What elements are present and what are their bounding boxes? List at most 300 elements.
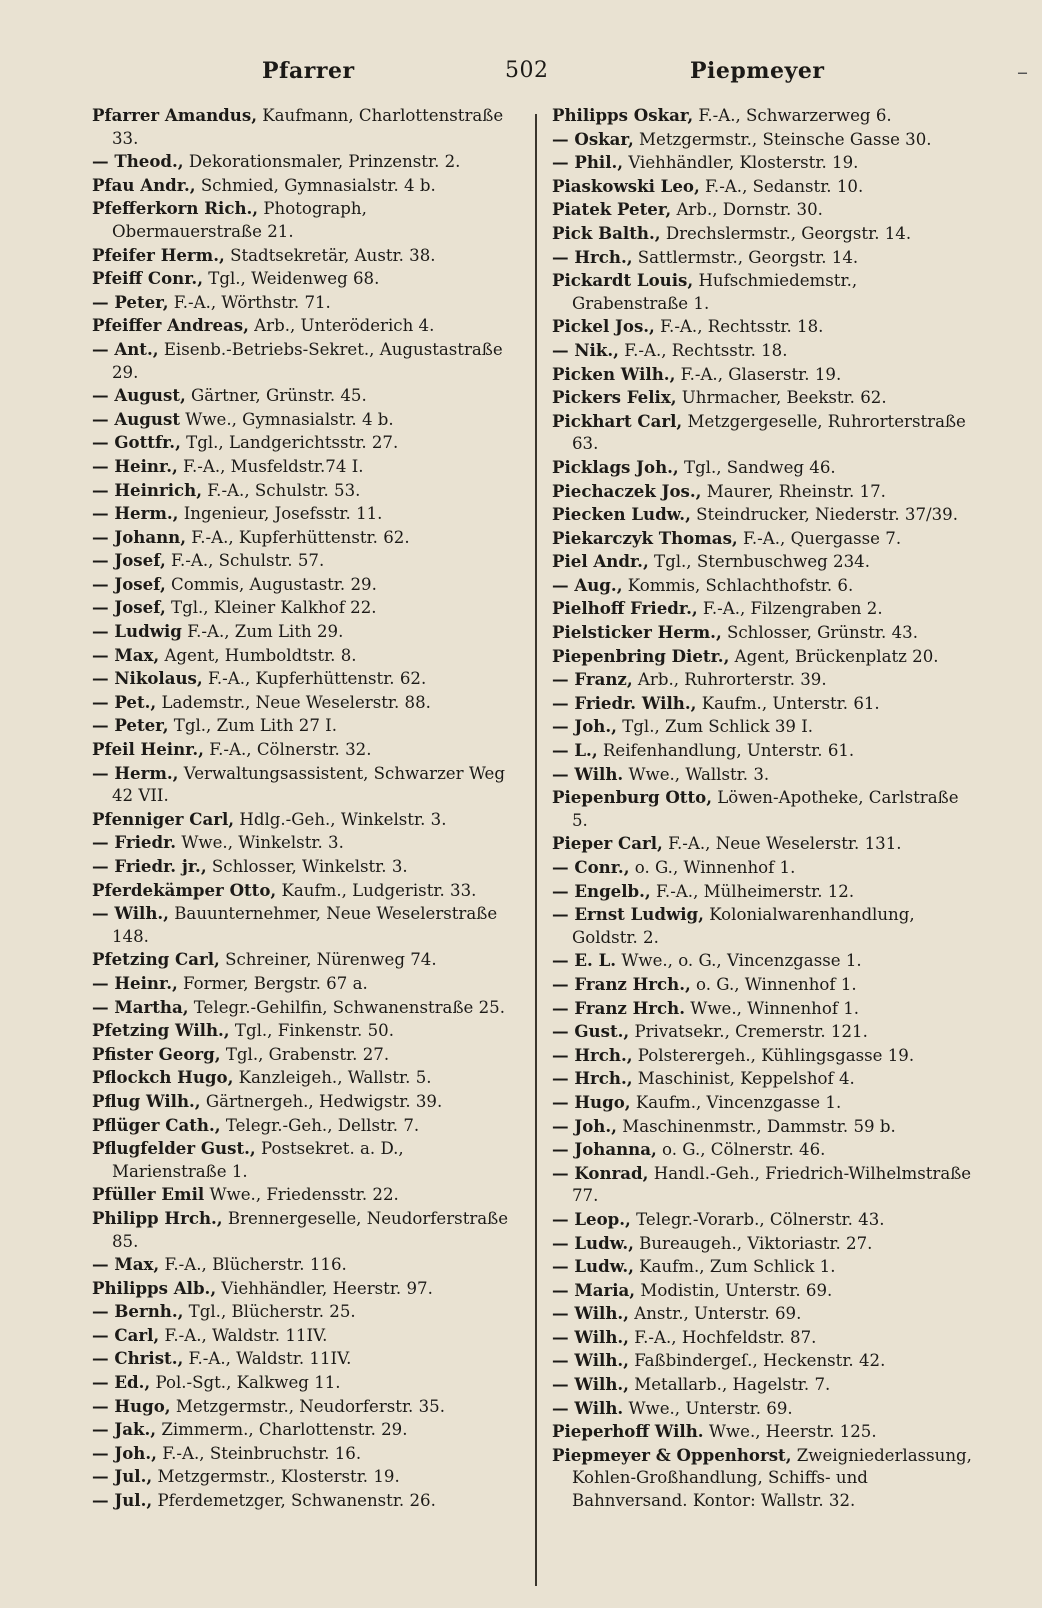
entry-details: Pferdemetzger, Schwanenstr. 26. bbox=[157, 1491, 436, 1511]
entry-name: Piatek Peter, bbox=[552, 199, 672, 220]
entry-details: o. G., Cölnerstr. 46. bbox=[662, 1140, 826, 1160]
left-column bbox=[92, 104, 517, 1513]
directory-entry bbox=[92, 1465, 517, 1489]
entry-details: Tgl., Kleiner Kalkhof 22. bbox=[171, 598, 377, 618]
entry-name: Piepmeyer & Oppenhorst, bbox=[552, 1444, 792, 1465]
entry-name: Pickhart Carl, bbox=[552, 410, 683, 431]
directory-entry bbox=[92, 526, 517, 550]
entry-details: Former, Bergstr. 67 a. bbox=[183, 973, 368, 993]
running-head-right: Piepmeyer bbox=[690, 58, 825, 84]
entry-details: F.-A., Kupferhüttenstr. 62. bbox=[207, 669, 427, 689]
entry-details: Metzgermstr., Neudorferstr. 35. bbox=[175, 1396, 445, 1416]
entry-name: — Carl, bbox=[92, 1324, 160, 1345]
entry-details: Wwe., o. G., Vincenzgasse 1. bbox=[621, 951, 862, 971]
directory-entry bbox=[552, 386, 977, 410]
directory-entry bbox=[92, 738, 517, 762]
entry-name: — Wilh., bbox=[552, 1350, 629, 1371]
entry-name: — Jul., bbox=[92, 1490, 153, 1511]
directory-entry bbox=[92, 1207, 517, 1253]
directory-entry bbox=[92, 1066, 517, 1090]
entry-name: — Max, bbox=[92, 644, 160, 665]
directory-entry bbox=[552, 456, 977, 480]
directory-entry bbox=[552, 574, 977, 598]
entry-details: F.-A., Schwarzerweg 6. bbox=[698, 106, 892, 125]
entry-name: — Josef, bbox=[92, 597, 166, 618]
entry-details: Kaufm., Vincenzgasse 1. bbox=[635, 1092, 842, 1112]
entry-name: — Max, bbox=[92, 1254, 160, 1275]
entry-details: Bauunternehmer, Neue Weselerstraße 148. bbox=[112, 904, 498, 946]
entry-name: — Joh., bbox=[552, 716, 617, 737]
entry-name: Piel Andr., bbox=[552, 551, 649, 572]
directory-entry bbox=[552, 1444, 977, 1513]
entry-details: Handl.-Geh., Friedrich-Wilhelmstraße 77. bbox=[572, 1163, 972, 1206]
entry-name: — Engelb., bbox=[552, 880, 651, 901]
directory-entry bbox=[92, 644, 517, 668]
entry-name: — Friedr. jr., bbox=[92, 856, 207, 876]
directory-entry bbox=[92, 104, 517, 150]
entry-details: Metzgergeselle, Ruhrorterstraße 63. bbox=[572, 411, 966, 454]
entry-details: Tgl., Blücherstr. 25. bbox=[188, 1302, 356, 1322]
entry-name: Pickers Felix, bbox=[552, 387, 677, 408]
entry-name: — Peter, bbox=[92, 715, 169, 736]
entry-details: Zimmerm., Charlottenstr. 29. bbox=[161, 1420, 408, 1440]
directory-entry bbox=[92, 174, 517, 198]
entry-details: F.-A., Neue Weselerstr. 131. bbox=[668, 834, 902, 854]
entry-name: — L., bbox=[552, 740, 598, 761]
entry-details: Bureaugeh., Viktoriastr. 27. bbox=[639, 1233, 873, 1253]
entry-details: Postsekret. a. D., Marienstraße 1. bbox=[112, 1139, 404, 1181]
entry-name: Piaskowski Leo, bbox=[552, 175, 700, 196]
directory-entry bbox=[92, 762, 517, 808]
entry-name: Pfau Andr., bbox=[92, 174, 196, 195]
entry-name: — Gottfr., bbox=[92, 432, 181, 453]
entry-details: Tgl., Zum Lith 27 I. bbox=[173, 716, 338, 736]
right-column bbox=[552, 104, 977, 1513]
entry-details: Schreiner, Nürenweg 74. bbox=[225, 950, 437, 970]
directory-entry bbox=[92, 1253, 517, 1277]
entry-details: Hufschmiedemstr., Grabenstraße 1. bbox=[572, 271, 858, 313]
entry-name: Philipps Oskar, bbox=[552, 105, 694, 125]
entry-name: Pflug Wilh., bbox=[92, 1090, 201, 1111]
entry-name: — Ludw., bbox=[552, 1232, 634, 1253]
directory-entry bbox=[92, 1043, 517, 1067]
directory-entry bbox=[92, 1489, 517, 1513]
entry-details: Wwe., Unterstr. 69. bbox=[628, 1398, 793, 1418]
entry-name: Pfeiff Conr., bbox=[92, 268, 203, 289]
directory-entry bbox=[92, 1090, 517, 1114]
directory-entry bbox=[92, 384, 517, 408]
entry-details: Schmied, Gymnasialstr. 4 b. bbox=[200, 175, 436, 195]
directory-entry bbox=[552, 1020, 977, 1044]
entry-name: — August bbox=[92, 408, 180, 429]
entry-details: Dekorationsmaler, Prinzenstr. 2. bbox=[188, 152, 461, 172]
directory-entry bbox=[92, 431, 517, 455]
directory-entry bbox=[552, 269, 977, 315]
entry-details: Arb., Unteröderich 4. bbox=[254, 316, 435, 336]
entry-name: — Jak., bbox=[92, 1419, 157, 1440]
entry-details: Reifenhandlung, Unterstr. 61. bbox=[602, 741, 855, 761]
entry-details: Tgl., Sandweg 46. bbox=[683, 457, 836, 477]
entry-details: Kanzleigeh., Wallstr. 5. bbox=[238, 1068, 432, 1088]
directory-entry bbox=[552, 410, 977, 456]
directory-entry bbox=[552, 973, 977, 997]
entry-details: F.-A., Schulstr. 57. bbox=[171, 551, 325, 571]
entry-name: Pfarrer Amandus, bbox=[92, 105, 257, 125]
entry-details: o. G., Winnenhof 1. bbox=[696, 974, 857, 994]
entry-details: F.-A., Steinbruchstr. 16. bbox=[162, 1443, 362, 1463]
entry-name: Pickardt Louis, bbox=[552, 270, 694, 291]
entry-name: — August, bbox=[92, 385, 186, 406]
directory-entry bbox=[552, 880, 977, 904]
entry-details: Steindrucker, Niederstr. 37/39. bbox=[696, 505, 959, 525]
entry-details: Löwen-Apotheke, Carlstraße 5. bbox=[572, 788, 959, 830]
entry-details: Zweigniederlassung, Kohlen-Großhandlung, Schiffs- und Bahnversand. Kontor: Wallstr. 32. bbox=[572, 1445, 972, 1511]
directory-entry bbox=[552, 739, 977, 763]
directory-entry bbox=[552, 1279, 977, 1303]
entry-name: — Herm., bbox=[92, 503, 179, 524]
entry-name: Pflüger Cath., bbox=[92, 1114, 221, 1135]
directory-entry bbox=[552, 763, 977, 787]
entry-details: Pol.-Sgt., Kalkweg 11. bbox=[155, 1373, 341, 1393]
entry-details: Wwe., Heerstr. 125. bbox=[708, 1422, 877, 1442]
entry-name: Philipp Hrch., bbox=[92, 1207, 223, 1228]
entry-name: — Wilh., bbox=[552, 1303, 629, 1324]
entry-details: Sattlermstr., Georgstr. 14. bbox=[637, 247, 859, 267]
directory-entry bbox=[552, 668, 977, 692]
entry-name: — Joh., bbox=[552, 1115, 617, 1136]
directory-entry bbox=[92, 1324, 517, 1348]
entry-name: Piekarczyk Thomas, bbox=[552, 527, 738, 548]
entry-details: F.-A., Mülheimerstr. 12. bbox=[656, 881, 855, 901]
entry-name: Pflugfelder Gust., bbox=[92, 1138, 256, 1159]
directory-entry bbox=[92, 808, 517, 832]
entry-details: Gärtner, Grünstr. 45. bbox=[191, 386, 367, 406]
entry-details: Tgl., Finkenstr. 50. bbox=[234, 1021, 394, 1041]
entry-name: — Nikolaus, bbox=[92, 668, 203, 689]
directory-entry bbox=[552, 1349, 977, 1373]
directory-entry bbox=[92, 902, 517, 948]
directory-entry bbox=[92, 879, 517, 903]
entry-name: — Ed., bbox=[92, 1372, 151, 1393]
entry-details: Wwe., Wallstr. 3. bbox=[628, 764, 770, 784]
entry-name: — Oskar, bbox=[552, 128, 634, 149]
entry-name: — Hrch., bbox=[552, 1044, 633, 1065]
entry-details: Drechslermstr., Georgstr. 14. bbox=[665, 223, 912, 243]
directory-entry bbox=[552, 363, 977, 387]
directory-entry bbox=[552, 1326, 977, 1350]
directory-entry bbox=[552, 1162, 977, 1208]
entry-name: — Franz, bbox=[552, 669, 633, 690]
entry-name: — Ludwig bbox=[92, 621, 182, 642]
entry-name: — Aug., bbox=[552, 574, 623, 595]
directory-entry bbox=[92, 1418, 517, 1442]
entry-name: Piepenburg Otto, bbox=[552, 787, 712, 808]
directory-entry bbox=[92, 455, 517, 479]
entry-name: Piechaczek Jos., bbox=[552, 480, 702, 501]
entry-name: — Johann, bbox=[92, 526, 187, 547]
directory-entry bbox=[92, 1347, 517, 1371]
entry-details: Eisenb.-Betriebs-Sekret., Augustastraße 29. bbox=[112, 339, 503, 382]
entry-details: Polsterergeh., Kühlingsgasse 19. bbox=[637, 1045, 915, 1065]
entry-name: Philipps Alb., bbox=[92, 1277, 217, 1298]
entry-name: Pfister Georg, bbox=[92, 1043, 221, 1064]
entry-name: — Johanna, bbox=[552, 1139, 657, 1160]
entry-details: Metzgermstr., Klosterstr. 19. bbox=[157, 1467, 400, 1487]
entry-name: — Hrch., bbox=[552, 1068, 633, 1089]
directory-entry bbox=[92, 1183, 517, 1207]
directory-entry bbox=[552, 503, 977, 527]
directory-entry bbox=[92, 667, 517, 691]
directory-entry bbox=[552, 527, 977, 551]
entry-name: — Joh., bbox=[92, 1442, 157, 1463]
directory-entry bbox=[552, 1420, 977, 1444]
directory-entry bbox=[92, 408, 517, 432]
entry-details: Tgl., Weidenweg 68. bbox=[208, 269, 380, 289]
entry-details: Kaufmann, Charlottenstraße 33. bbox=[112, 106, 504, 148]
entry-name: — Friedr. Wilh., bbox=[552, 692, 697, 713]
entry-name: — Wilh., bbox=[92, 903, 169, 924]
directory-entry bbox=[552, 997, 977, 1021]
entry-name: — Leop., bbox=[552, 1208, 631, 1229]
entry-details: Wwe., Friedensstr. 22. bbox=[209, 1185, 399, 1205]
directory-entry bbox=[552, 480, 977, 504]
entry-details: F.-A., Hochfeldstr. 87. bbox=[634, 1327, 817, 1347]
directory-entry bbox=[552, 128, 977, 152]
entry-name: — Wilh. bbox=[552, 763, 624, 784]
entry-details: F.-A., Quergasse 7. bbox=[742, 528, 902, 548]
directory-entry bbox=[92, 1442, 517, 1466]
page-number: 502 bbox=[505, 58, 549, 83]
directory-entry bbox=[92, 1300, 517, 1324]
entry-details: Arb., Dornstr. 30. bbox=[676, 200, 823, 220]
entry-name: — Gust., bbox=[552, 1021, 630, 1042]
entry-details: Lademstr., Neue Weselerstr. 88. bbox=[161, 692, 431, 712]
directory-entry bbox=[552, 246, 977, 270]
entry-name: Pfeiffer Andreas, bbox=[92, 315, 249, 336]
entry-details: Maschinenmstr., Dammstr. 59 b. bbox=[622, 1116, 896, 1136]
entry-name: Pielsticker Herm., bbox=[552, 622, 722, 643]
directory-entry bbox=[92, 573, 517, 597]
entry-details: Hdlg.-Geh., Winkelstr. 3. bbox=[239, 809, 447, 829]
entry-details: o. G., Winnenhof 1. bbox=[634, 858, 796, 877]
directory-entry bbox=[552, 949, 977, 973]
entry-details: F.-A., Glaserstr. 19. bbox=[680, 364, 842, 384]
directory-entry bbox=[92, 1114, 517, 1138]
entry-name: — Herm., bbox=[92, 762, 179, 783]
directory-entry bbox=[552, 104, 977, 128]
directory-entry bbox=[552, 1044, 977, 1068]
entry-details: Telegr.-Gehilfin, Schwanenstraße 25. bbox=[193, 997, 506, 1017]
entry-name: — Nik., bbox=[552, 339, 619, 360]
directory-entry bbox=[552, 692, 977, 716]
entry-name: — E. L. bbox=[552, 950, 617, 971]
entry-details: Wwe., Winnenhof 1. bbox=[690, 998, 860, 1018]
directory-entry bbox=[92, 267, 517, 291]
column-rule bbox=[535, 114, 537, 1586]
entry-details: F.-A., Waldstr. 11IV. bbox=[188, 1349, 352, 1369]
directory-entry bbox=[92, 596, 517, 620]
entry-name: Pflockch Hugo, bbox=[92, 1067, 234, 1088]
directory-entry bbox=[552, 1138, 977, 1162]
entry-name: — Hugo, bbox=[92, 1395, 171, 1416]
directory-entry bbox=[552, 1232, 977, 1256]
directory-entry bbox=[552, 1208, 977, 1232]
directory-entry bbox=[552, 1115, 977, 1139]
directory-entry bbox=[92, 996, 517, 1020]
entry-details: Schlosser, Grünstr. 43. bbox=[727, 623, 918, 643]
entry-name: Pfeil Heinr., bbox=[92, 739, 204, 760]
directory-entry bbox=[552, 1397, 977, 1421]
entry-name: — Bernh., bbox=[92, 1301, 184, 1322]
entry-name: Piepenbring Dietr., bbox=[552, 645, 730, 666]
directory-entry bbox=[552, 1091, 977, 1115]
entry-details: Brennergeselle, Neudorferstraße 85. bbox=[112, 1208, 509, 1251]
entry-name: Pick Balth., bbox=[552, 222, 661, 243]
entry-details: F.-A., Cölnerstr. 32. bbox=[209, 740, 372, 760]
directory-entry bbox=[552, 1302, 977, 1326]
entry-name: — Pet., bbox=[92, 691, 157, 712]
directory-entry bbox=[92, 691, 517, 715]
entry-details: Gärtnergeh., Hedwigstr. 39. bbox=[205, 1091, 443, 1111]
directory-entry bbox=[92, 948, 517, 972]
entry-details: Metzgermstr., Steinsche Gasse 30. bbox=[639, 129, 932, 149]
entry-name: Picken Wilh., bbox=[552, 363, 676, 384]
directory-entry bbox=[552, 151, 977, 175]
entry-details: Agent, Humboldtstr. 8. bbox=[164, 645, 357, 665]
margin-mark: – bbox=[1017, 60, 1028, 85]
directory-entry bbox=[552, 832, 977, 856]
entry-name: — Wilh. bbox=[552, 1397, 624, 1418]
directory-entry bbox=[552, 645, 977, 669]
entry-details: Faßbindergeſ., Heckenstr. 42. bbox=[634, 1351, 886, 1371]
directory-entry bbox=[92, 479, 517, 503]
entry-name: — Heinr., bbox=[92, 455, 178, 476]
directory-entry bbox=[92, 338, 517, 384]
entry-name: — Wilh., bbox=[552, 1326, 629, 1347]
directory-entry bbox=[92, 291, 517, 315]
directory-entry bbox=[92, 1371, 517, 1395]
entry-name: Pfenniger Carl, bbox=[92, 808, 235, 829]
directory-entry bbox=[552, 597, 977, 621]
entry-name: Pielhoff Friedr., bbox=[552, 598, 698, 619]
entry-details: Kolonialwarenhandlung, Goldstr. 2. bbox=[572, 905, 915, 947]
entry-details: Verwaltungsassistent, Schwarzer Weg 42 VII. bbox=[112, 763, 505, 806]
entry-name: Pieperhoff Wilh. bbox=[552, 1421, 704, 1442]
entry-details: Uhrmacher, Beekstr. 62. bbox=[681, 388, 887, 408]
directory-entry bbox=[92, 714, 517, 738]
entry-name: — Christ., bbox=[92, 1348, 184, 1369]
running-head-left: Pfarrer bbox=[262, 58, 355, 84]
entry-name: — Wilh., bbox=[552, 1374, 629, 1395]
entry-name: — Phil., bbox=[552, 152, 624, 173]
directory-entry bbox=[552, 1255, 977, 1279]
entry-name: — Theod., bbox=[92, 151, 184, 172]
entry-details: Schlosser, Winkelstr. 3. bbox=[211, 857, 408, 876]
entry-details: Anstr., Unterstr. 69. bbox=[634, 1304, 802, 1324]
entry-name: Pickel Jos., bbox=[552, 316, 655, 337]
entry-details: F.-A., Zum Lith 29. bbox=[187, 622, 344, 642]
entry-name: Picklags Joh., bbox=[552, 456, 679, 477]
entry-name: — Peter, bbox=[92, 291, 169, 312]
entry-details: Telegr.-Geh., Dellstr. 7. bbox=[225, 1115, 420, 1135]
entry-details: Maschinist, Keppelshof 4. bbox=[637, 1069, 855, 1089]
entry-details: Kommis, Schlachthofstr. 6. bbox=[627, 575, 854, 595]
entry-details: Wwe., Winkelstr. 3. bbox=[181, 833, 344, 853]
entry-details: Viehhändler, Heerstr. 97. bbox=[221, 1278, 433, 1298]
entry-name: — Franz Hrch. bbox=[552, 997, 685, 1018]
entry-name: Pfetzing Wilh., bbox=[92, 1020, 230, 1041]
entry-details: Kaufm., Zum Schlick 1. bbox=[639, 1257, 836, 1277]
directory-entry bbox=[92, 1277, 517, 1301]
entry-name: — Ludw., bbox=[552, 1256, 634, 1277]
directory-entry bbox=[92, 314, 517, 338]
directory-entry bbox=[92, 1137, 517, 1183]
directory-entry bbox=[92, 197, 517, 243]
entry-details: Arb., Ruhrorterstr. 39. bbox=[637, 670, 827, 690]
entry-details: Maurer, Rheinstr. 17. bbox=[706, 481, 886, 501]
directory-entry bbox=[92, 972, 517, 996]
entry-name: — Franz Hrch., bbox=[552, 973, 691, 994]
entry-details: Privatsekr., Cremerstr. 121. bbox=[634, 1022, 868, 1042]
entry-details: Stadtsekretär, Austr. 38. bbox=[230, 245, 436, 265]
entry-details: F.-A., Rechtsstr. 18. bbox=[660, 317, 824, 337]
entry-details: F.-A., Musfeldstr.74 I. bbox=[183, 456, 364, 476]
entry-name: — Konrad, bbox=[552, 1162, 649, 1183]
entry-name: — Josef, bbox=[92, 573, 166, 594]
directory-entry bbox=[92, 502, 517, 526]
entry-name: — Ant., bbox=[92, 338, 159, 359]
entry-details: Commis, Augustastr. 29. bbox=[171, 574, 377, 594]
directory-entry bbox=[92, 620, 517, 644]
directory-entry bbox=[552, 621, 977, 645]
entry-name: — Martha, bbox=[92, 996, 189, 1017]
entry-details: Tgl., Zum Schlick 39 I. bbox=[622, 717, 814, 737]
entry-name: Pfüller Emil bbox=[92, 1184, 205, 1205]
entry-name: Pferdekämper Otto, bbox=[92, 879, 277, 900]
directory-entry bbox=[552, 550, 977, 574]
directory-entry bbox=[552, 786, 977, 832]
directory-entry bbox=[552, 903, 977, 949]
entry-name: Pfeifer Herm., bbox=[92, 244, 225, 265]
directory-entry bbox=[552, 856, 977, 880]
entry-name: — Heinrich, bbox=[92, 479, 202, 500]
entry-name: — Hugo, bbox=[552, 1091, 631, 1112]
entry-details: Telegr.-Vorarb., Cölnerstr. 43. bbox=[636, 1209, 885, 1229]
directory-entry bbox=[552, 339, 977, 363]
entry-details: Photograph, Obermauerstraße 21. bbox=[112, 199, 367, 241]
entry-name: — Maria, bbox=[552, 1279, 636, 1300]
entry-details: Tgl., Landgerichtsstr. 27. bbox=[186, 433, 399, 453]
directory-entry bbox=[92, 549, 517, 573]
entry-details: Ingenieur, Josefsstr. 11. bbox=[183, 504, 383, 524]
entry-details: F.-A., Wörthstr. 71. bbox=[173, 292, 331, 312]
directory-entry bbox=[552, 222, 977, 246]
directory-entry bbox=[552, 1067, 977, 1091]
directory-entry bbox=[92, 244, 517, 268]
entry-name: Pieper Carl, bbox=[552, 833, 663, 854]
entry-details: F.-A., Sedanstr. 10. bbox=[705, 176, 864, 196]
entry-details: F.-A., Blücherstr. 116. bbox=[164, 1255, 347, 1275]
entry-details: F.-A., Filzengraben 2. bbox=[702, 599, 883, 619]
directory-entry bbox=[92, 1019, 517, 1043]
entry-details: F.-A., Rechtsstr. 18. bbox=[624, 340, 788, 360]
entry-details: Viehhändler, Klosterstr. 19. bbox=[628, 153, 859, 173]
directory-entry bbox=[552, 198, 977, 222]
directory-entry bbox=[92, 1395, 517, 1419]
directory-entry bbox=[92, 855, 517, 879]
directory-entry bbox=[552, 1373, 977, 1397]
entry-details: Wwe., Gymnasialstr. 4 b. bbox=[185, 409, 394, 429]
